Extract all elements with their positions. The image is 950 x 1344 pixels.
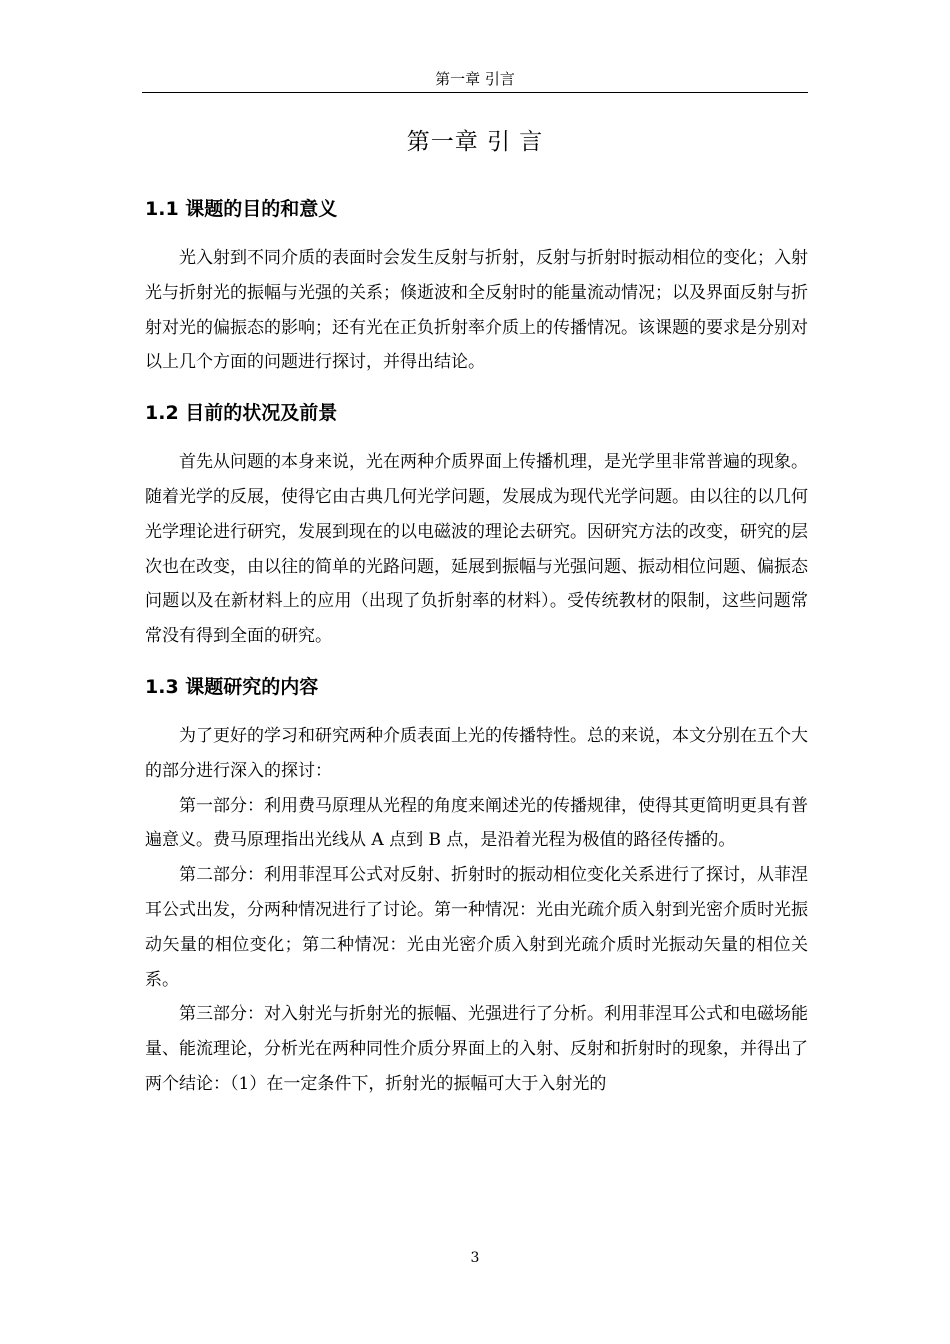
paragraph: 首先从问题的本身来说，光在两种介质界面上传播机理，是光学里非常普遍的现象。随着光学的反展，使得它由古典几何光学问题，发展成为现代光学问题。由以往的以几何光学理论进行研究，发展到现在的以电磁波的理论去研究。因研究方法的改变，研究的层次也在改变，由以往的简单的光路问题，延展到振幅与光强问题、振动相位问题、偏振态问题以及在新材料上的应用（出现了负折射率的材料）。受传统教材的限制，这些问题常常没有得到全面的研究。 xyxy=(145,452,808,647)
running-header: 第一章 引言 xyxy=(435,70,515,88)
paragraph: 第二部分：利用菲涅耳公式对反射、折射时的振动相位变化关系进行了探讨，从菲涅耳公式出发，分两种情况进行了讨论。第一种情况：光由光疏介质入射到光密介质时光振动矢量的相位变化；第二种情况：光由光密介质入射到光疏介质时光振动矢量的相位关系。 xyxy=(145,865,808,990)
section-heading-1-3: 1.3 课题研究的内容 xyxy=(145,675,319,698)
paragraph: 第一部分：利用费马原理从光程的角度来阐述光的传播规律，使得其更简明更具有普遍意义。费马原理指出光线从 A 点到 B 点，是沿着光程为极值的路径传播的。 xyxy=(145,795,808,851)
header-rule xyxy=(142,92,808,93)
page-number: 3 xyxy=(470,1250,480,1266)
chapter-title: 第一章 引 言 xyxy=(406,129,544,155)
paragraph: 为了更好的学习和研究两种介质表面上光的传播特性。总的来说，本文分别在五个大的部分进行深入的探讨： xyxy=(145,725,808,781)
section-heading-1-1: 1.1 课题的目的和意义 xyxy=(145,198,338,220)
paragraph: 光入射到不同介质的表面时会发生反射与折射，反射与折射时振动相位的变化；入射光与折射光的振幅与光强的关系；倏逝波和全反射时的能量流动情况；以及界面反射与折射对光的偏振态的影响；还有光在正负折射率介质上的传播情况。该课题的要求是分别对以上几个方面的问题进行探讨，并得出结论。 xyxy=(145,248,808,373)
page-body xyxy=(145,190,808,1102)
section-heading-1-2: 1.2 目前的状况及前景 xyxy=(145,402,338,425)
paragraph: 第三部分：对入射光与折射光的振幅、光强进行了分析。利用菲涅耳公式和电磁场能量、能流理论，分析光在两种同性介质分界面上的入射、反射和折射时的现象，并得出了两个结论：（1）在一定条件下，折射光的振幅可大于入射光的 xyxy=(145,1004,808,1094)
